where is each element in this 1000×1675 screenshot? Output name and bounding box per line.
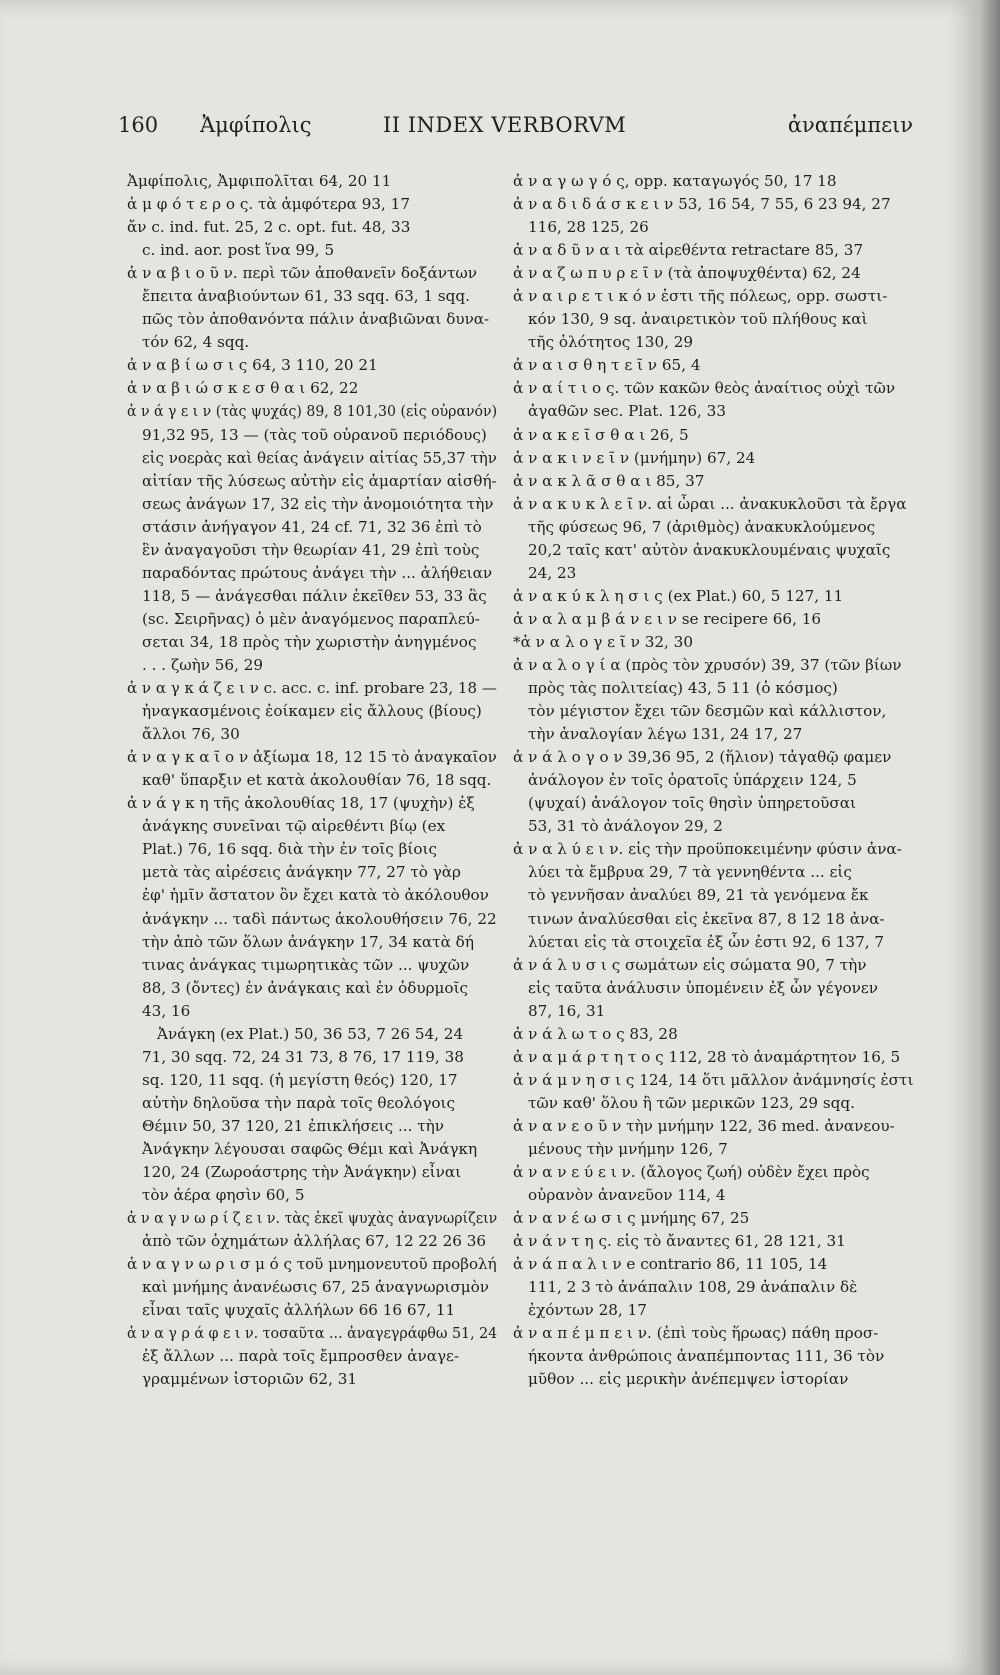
index-line: τινων ἀναλύεσθαι εἰς ἐκεῖνα 87, 8 12 18 ἀνα- <box>528 909 885 928</box>
index-line: ἀ ν ά π α λ ι ν e contrario 86, 11 105, 14 <box>513 1255 828 1274</box>
index-line: Ἀνάγκη (ex Plat.) 50, 36 53, 7 26 54, 24 <box>157 1024 464 1043</box>
index-line: ἐφ' ἡμῖν ἄστατον ὂν ἔχει κατὰ τὸ ἀκόλουθον <box>142 886 489 905</box>
index-line: λύεται εἰς τὰ στοιχεῖα ἐξ ὧν ἐστι 92, 6 137, 7 <box>528 932 885 951</box>
index-line: ήκοντα ἀνθρώποις ἀναπέμποντας 111, 36 τὸν <box>528 1347 885 1366</box>
index-line: ἠναγκασμένοις ἐοίκαμεν εἰς ἄλλους (βίους) <box>142 702 482 721</box>
index-line: ἀ ν α β ι ο ῦ ν. περὶ τῶν ἀποθανεῖν δοξάντων <box>127 264 478 283</box>
index-line: ἀνάγκην ... ταδὶ πάντως ἀκολουθήσειν 76, 22 <box>142 909 497 928</box>
index-line: ἀ ν α γ ν ω ρ ι σ μ ό ς τοῦ μνημονευτοῦ προβολή <box>127 1255 497 1274</box>
index-line: ἀνάλογον ἐν τοῖς ὁρατοῖς ὑπάρχειν 124, 5 <box>528 771 857 790</box>
header-right-keyword: ἀναπέμπειν <box>787 113 913 137</box>
index-line: ἀ ν α κ υ κ λ ε ῖ ν. αἱ ὧραι ... ἀνακυκλοῦσι τὰ ἔργα <box>513 494 907 513</box>
index-line: καθ' ὕπαρξιν et κατὰ ἀκολουθίαν 76, 18 sqq. <box>142 771 492 790</box>
index-line: σεως ἀνάγων 17, 32 εἰς τὴν ἀνομοιότητα τὴν <box>142 494 494 513</box>
index-line: αἰτίαν τῆς λύσεως αὐτὴν εἰς ἁμαρτίαν αἰσθή- <box>142 471 497 490</box>
index-line: ἀ ν ά γ κ η τῆς ἀκολουθίας 18, 17 (ψυχὴν) ἐξ <box>127 794 475 813</box>
index-line: c. ind. aor. post ἵνα 99, 5 <box>142 241 335 260</box>
index-line: *ἀ ν α λ ο γ ε ῖ ν 32, 30 <box>513 632 693 651</box>
index-line: ἀ ν α δ ῦ ν α ι τὰ αἱρεθέντα retractare 85, 37 <box>513 241 864 260</box>
index-line: 120, 24 (Ζωροάστρης τὴν Ἀνάγκην) εἶναι <box>142 1163 462 1182</box>
page-number: 160 <box>118 113 159 137</box>
index-line: ἀ ν α κ ε ῖ σ θ α ι 26, 5 <box>513 425 689 444</box>
index-line: ἀπὸ τῶν ὀχημάτων ἀλλήλας 67, 12 22 26 36 <box>142 1232 487 1251</box>
index-line: 111, 2 3 τὸ ἀνάπαλιν 108, 29 ἀνάπαλιν δὲ <box>528 1278 858 1297</box>
index-column-right <box>513 170 943 1391</box>
index-line: ἀ ν α ι ρ ε τ ι κ ό ν ἐστι τῆς πόλεως, opp. σωστι- <box>513 287 888 306</box>
index-line: ἀ ν α δ ι δ ά σ κ ε ι ν 53, 16 54, 7 55, 6 23 94, 27 <box>513 195 891 214</box>
index-line: Plat.) 76, 16 sqq. διὰ τὴν ἐν τοῖς βίοις <box>142 840 437 859</box>
index-line: ἓν ἀναγαγοῦσι τὴν θεωρίαν 41, 29 ἐπὶ τοὺς <box>142 540 480 559</box>
index-line: τὸ γεννῆσαν ἀναλύει 89, 21 τὰ γενόμενα ἔκ <box>528 886 869 905</box>
index-line: ἀ ν α γ ω γ ό ς, opp. καταγωγός 50, 17 18 <box>513 172 837 190</box>
header-title: II INDEX VERBORVM <box>383 113 627 137</box>
index-line: ἀ ν α π έ μ π ε ι ν. (ἐπὶ τοὺς ἥρωας) πάθη προσ- <box>513 1324 879 1343</box>
index-line: πῶς τὸν ἀποθανόντα πάλιν ἀναβιῶναι δυνα- <box>142 310 490 329</box>
index-line: . . . ζωὴν 56, 29 <box>142 655 264 674</box>
index-line: ἀ ν α λ ύ ε ι ν. εἰς τὴν προϋποκειμένην φύσιν ἀνα- <box>513 840 902 859</box>
index-line: εἶναι ταῖς ψυχαῖς ἀλλήλων 66 16 67, 11 <box>142 1301 456 1320</box>
index-line: ἀ ν α ζ ω π υ ρ ε ῖ ν (τὰ ἀποψυχθέντα) 62, 24 <box>513 264 861 283</box>
page-edge-shadow <box>980 0 1000 1675</box>
index-line: ἀ ν α κ ι ν ε ῖ ν (μνήμην) 67, 24 <box>513 448 756 467</box>
index-line: ἀ ν α κ λ ᾶ σ θ α ι 85, 37 <box>513 471 705 490</box>
index-line: τόν 62, 4 sqq. <box>142 333 250 352</box>
index-line: ἀ ν α ν ε ο ῦ ν τὴν μνήμην 122, 36 med. ἀνανεου- <box>513 1116 895 1135</box>
index-line: Ἀμφίπολις, Ἀμφιπολῖται 64, 20 11 <box>127 172 392 190</box>
index-line: ἀ μ φ ό τ ε ρ ο ς. τὰ ἀμφότερα 93, 17 <box>127 195 411 214</box>
index-line: ἀ ν ά λ υ σ ι ς σωμάτων εἰς σώματα 90, 7 τὴν <box>513 955 867 974</box>
index-line: 20,2 ταῖς κατ' αὐτὸν ἀνακυκλουμέναις ψυχαῖς <box>528 540 891 559</box>
index-line: (ψυχαί) ἀνάλογον τοῖς θησὶν ὑπηρετοῦσαι <box>528 794 856 813</box>
index-line: κόν 130, 9 sq. ἀναιρετικὸν τοῦ πλήθους καὶ <box>528 310 868 329</box>
index-line: Θέμιν 50, 37 120, 21 ἐπικλήσεις ... τὴν <box>142 1116 445 1135</box>
index-line: μετὰ τὰς αἱρέσεις ἀνάγκην 77, 27 τὸ γὰρ <box>142 863 461 882</box>
index-line: αὐτὴν δηλοῦσα τὴν παρὰ τοῖς θεολόγοις <box>142 1093 455 1112</box>
index-line: τὸν ἀέρα φησὶν 60, 5 <box>142 1186 305 1205</box>
index-line: ἀγαθῶν sec. Plat. 126, 33 <box>528 402 726 421</box>
index-line: 116, 28 125, 26 <box>528 218 649 237</box>
index-line: παραδόντας πρώτους ἀνάγει τὴν ... ἀλήθειαν <box>142 563 493 582</box>
index-line: μένους τὴν μνήμην 126, 7 <box>528 1139 728 1158</box>
index-line: ἀ ν α λ ο γ ί α (πρὸς τὸν χρυσόν) 39, 37 (τῶν βίων <box>513 655 902 674</box>
index-line: μῦθον ... εἰς μερικὴν ἀνέπεμψεν ἱστορίαν <box>528 1370 849 1389</box>
index-line: τὸν μέγιστον ἔχει τῶν δεσμῶν καὶ κάλλιστον, <box>528 702 887 721</box>
index-line: εἰς νοερὰς καὶ θείας ἀνάγειν αἰτίας 55,37 τὴν <box>141 448 497 467</box>
header-left-keyword: Ἀμφίπολις <box>200 113 312 137</box>
index-line: ἀ ν α β ί ω σ ι ς 64, 3 110, 20 21 <box>127 356 378 375</box>
index-line: οὐρανὸν ἀνανεῦον 114, 4 <box>528 1186 726 1205</box>
index-line: τινας ἀνάγκας τιμωρητικὰς τῶν ... ψυχῶν <box>142 955 470 974</box>
index-line: ἐξ ἄλλων ... παρὰ τοῖς ἔμπροσθεν ἀναγε- <box>142 1347 460 1366</box>
index-line: ἀ ν α μ ά ρ τ η τ ο ς 112, 28 τὸ ἀναμάρτητον 16, 5 <box>513 1047 901 1066</box>
index-line: ἀ ν ά μ ν η σ ι ς 124, 14 ὅτι μᾶλλον ἀνάμνησίς ἐστι <box>513 1070 914 1089</box>
index-line: ἀ ν α γ ρ ά φ ε ι ν. τοσαῦτα ... ἀναγεγράφθω 51, 24 <box>127 1324 498 1343</box>
index-line: ἀ ν α κ ύ κ λ η σ ι ς (ex Plat.) 60, 5 127, 11 <box>513 586 844 605</box>
index-line: 118, 5 — ἀνάγεσθαι πάλιν ἐκεῖθεν 53, 33 ἃς <box>142 586 487 605</box>
index-line: τῆς φύσεως 96, 7 (ἀριθμὸς) ἀνακυκλούμενος <box>528 517 876 536</box>
index-line: πρὸς τὰς πολιτείας) 43, 5 11 (ὁ κόσμος) <box>528 679 838 698</box>
index-line: sq. 120, 11 sqq. (ἡ μεγίστη θεός) 120, 17 <box>142 1070 458 1089</box>
index-line: ἀ ν ά ν τ η ς. εἰς τὸ ἄναντες 61, 28 121, 31 <box>513 1232 846 1251</box>
index-line: ἀ ν ά γ ε ι ν (τὰς ψυχάς) 89, 8 101,30 (εἰς οὐρανόν) <box>127 402 498 421</box>
index-line: 91,32 95, 13 — (τὰς τοῦ οὐρανοῦ περιόδους) <box>142 425 487 444</box>
index-line: ἀ ν α β ι ώ σ κ ε σ θ α ι 62, 22 <box>127 379 359 398</box>
index-line: ἄλλοι 76, 30 <box>142 725 240 744</box>
index-line: ἀνάγκης συνεῖναι τῷ αἱρεθέντι βίῳ (ex <box>142 817 446 836</box>
index-line: ἀ ν ά λ ω τ ο ς 83, 28 <box>513 1024 678 1043</box>
index-line: ἔπειτα ἀναβιούντων 61, 33 sqq. 63, 1 sqq. <box>142 287 470 306</box>
index-line: ἀ ν α ν ε ύ ε ι ν. (ἄλογος ζωή) οὐδὲν ἔχει πρὸς <box>513 1163 870 1182</box>
index-line: γραμμένων ἱστοριῶν 62, 31 <box>142 1370 358 1389</box>
index-line: τὴν ἀναλογίαν λέγω 131, 24 17, 27 <box>528 725 803 744</box>
index-line: ἀ ν α λ α μ β ά ν ε ι ν se recipere 66, 16 <box>513 609 822 628</box>
index-line: καὶ μνήμης ἀνανέωσις 67, 25 ἀναγνωρισμὸν <box>142 1278 489 1297</box>
index-line: (sc. Σειρῆνας) ὁ μὲν ἀναγόμενος παραπλεύ- <box>142 609 480 628</box>
index-line: Ἀνάγκην λέγουσαι σαφῶς Θέμι καὶ Ἀνάγκη <box>142 1139 478 1158</box>
index-line: 87, 16, 31 <box>528 1001 606 1020</box>
index-line: τῶν καθ' ὅλου ἢ τῶν μερικῶν 123, 29 sqq. <box>528 1093 855 1112</box>
index-line: ἀ ν α γ κ ά ζ ε ι ν c. acc. c. inf. probare 23, 18 — <box>127 679 497 698</box>
index-line: 24, 23 <box>528 563 577 582</box>
index-line: 43, 16 <box>142 1001 191 1020</box>
index-line: ἀ ν α γ ν ω ρ ί ζ ε ι ν. τὰς ἐκεῖ ψυχὰς ἀναγνωρίζειν <box>127 1209 498 1228</box>
index-column-left <box>127 170 497 1391</box>
index-line: ἀ ν α ί τ ι ο ς. τῶν κακῶν θεὸς ἀναίτιος οὐχὶ τῶν <box>513 379 896 398</box>
index-line: ἀ ν α ν έ ω σ ι ς μνήμης 67, 25 <box>513 1209 750 1228</box>
index-line: 71, 30 sqq. 72, 24 31 73, 8 76, 17 119, 38 <box>142 1047 464 1066</box>
index-line: τῆς ὁλότητος 130, 29 <box>528 333 694 352</box>
index-line: ἀ ν α γ κ α ῖ ο ν ἀξίωμα 18, 12 15 τὸ ἀναγκαῖον <box>127 748 497 767</box>
index-line: σεται 34, 18 πρὸς τὴν χωριστὴν ἀνηγμένος <box>142 632 477 651</box>
index-line: στάσιν ἀνήγαγον 41, 24 cf. 71, 32 36 ἐπὶ τὸ <box>142 517 482 536</box>
index-line: ἀ ν α ι σ θ η τ ε ῖ ν 65, 4 <box>513 356 701 375</box>
index-line: 88, 3 (ὄντες) ἐν ἀνάγκαις καὶ ἐν ὀδυρμοῖς <box>142 978 469 997</box>
index-line: εἰς ταῦτα ἀνάλυσιν ὑπομένειν ἐξ ὧν γέγονεν <box>528 978 879 997</box>
index-line: ἄν c. ind. fut. 25, 2 c. opt. fut. 48, 33 <box>127 218 411 237</box>
index-line: τὴν ἀπὸ τῶν ὅλων ἀνάγκην 17, 34 κατὰ δή <box>142 932 474 951</box>
index-line: λύει τὰ ἔμβρυα 29, 7 τὰ γεννηθέντα ... εἰς <box>528 863 852 882</box>
index-line: ἀ ν ά λ ο γ ο ν 39,36 95, 2 (ἥλιον) τἀγαθῷ φαμεν <box>513 748 892 767</box>
running-header <box>118 113 938 143</box>
index-line: 53, 31 τὸ ἀνάλογον 29, 2 <box>528 817 723 836</box>
index-line: ἐχόντων 28, 17 <box>528 1301 647 1320</box>
